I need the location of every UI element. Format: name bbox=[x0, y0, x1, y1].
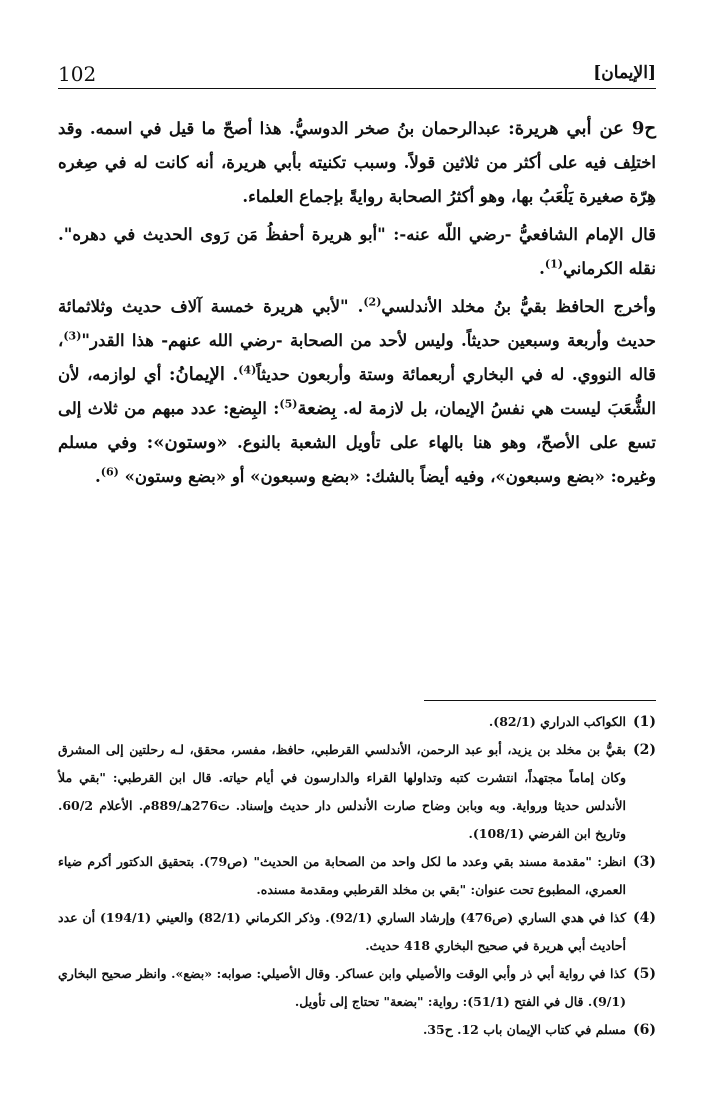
footnote-item bbox=[58, 1016, 656, 1044]
footnote-divider bbox=[424, 700, 656, 701]
footnote-number: (2) bbox=[633, 742, 656, 758]
footnote-number: (5) bbox=[633, 966, 656, 982]
paragraph-3-part-g: وفي مسلم وغيره: «بضع وسبعون»، وفيه أيضاً بالشك: «بضع وسبعون» أو «بضع وستون» bbox=[58, 433, 656, 486]
footnote-ref-6[interactable]: (6) bbox=[100, 465, 119, 479]
main-text bbox=[58, 112, 656, 498]
paragraph-2-text: قال الإمام الشافعيُّ -رضي اللّه عنه-: "أبو هريرة أحفظُ مَن رَوى الحديث في دهره". نقله الكرماني bbox=[58, 225, 656, 278]
paragraph-3-part-a: وأخرج الحافظ بقيُّ بنُ مخلد الأندلسي bbox=[381, 297, 656, 316]
footnote-text: كذا في هدي الساري (ص476) وإرشاد الساري (92/1). وذكر الكرماني (82/1) والعيني (194/1) أن عدد أحاديث أبي هريرة في صحيح البخاري 418 حديث. bbox=[58, 910, 627, 953]
paragraph-3-part-f: : البِضع: عدد مبهم من ثلاث إلى تسع على الأصحّ، وهو هنا بالهاء على تأويل الشعبة بالنوع. bbox=[58, 399, 656, 452]
footnote-text: مسلم في كتاب الإيمان باب 12. ح35. bbox=[422, 1022, 626, 1037]
footnotes bbox=[58, 708, 656, 1044]
page-number: 102 bbox=[58, 62, 97, 86]
footnote-text: الكواكب الدراري (82/1). bbox=[488, 714, 626, 729]
footnote-number: (6) bbox=[633, 1022, 656, 1038]
paragraph-3-part-d: . bbox=[224, 365, 239, 384]
paragraph-3-part-c: ، قاله النووي. له في البخاري أربعمائة وستة وأربعون حديثاً bbox=[58, 331, 656, 384]
paragraph-3-part-e: أي لوازمه، لأن الشُّعَبَ ليست هي نفسُ الإيمان، بل لازمة له. bbox=[58, 365, 656, 418]
paragraph-2-end: . bbox=[539, 259, 545, 278]
term-bidah: بِضعة bbox=[297, 398, 337, 419]
running-title: [الإيمان] bbox=[593, 63, 656, 83]
hadith-lead: ح9 عن أبي هريرة: bbox=[508, 118, 656, 139]
footnote-text: بقيُّ بن مخلد بن يزيد، أبو عبد الرحمن، الأندلسي القرطبي، حافظ، مفسر، محقق، لـه رحلتين إلى المشرق وكان إماماً مجتهداً، انتشرت كتبه وتداولها القراء والدارسون في أيام حياته. قال ابن القرطبي: "بقي ملأ الأندلس حديثا ورواية. وبه وبابن وضاح صارت الأندلس دار حديث وإسناد. ت276هـ/889م. الأعلام 60/2. وتاريخ ابن الفرضي (108/1). bbox=[58, 742, 626, 841]
footnote-item bbox=[58, 848, 656, 904]
footnote-ref-1[interactable]: (1) bbox=[544, 257, 563, 271]
footnote-ref-3[interactable]: (3) bbox=[63, 329, 82, 343]
footnote-number: (3) bbox=[633, 854, 656, 870]
footnote-text: كذا في رواية أبي ذر وأبي الوقت والأصيلي وابن عساكر. وقال الأصيلي: صوابه: «بضع». وانظر صحيح البخاري (9/1). قال في الفتح (51/1): رواية: "بضعة" تحتاج إلى تأويل. bbox=[58, 966, 626, 1009]
footnote-item bbox=[58, 708, 656, 736]
footnote-number: (1) bbox=[633, 714, 656, 730]
footnote-item bbox=[58, 736, 656, 848]
paragraph-1-text: عبدالرحمان بنُ صخر الدوسيُّ. هذا أصحّ ما قيل في اسمه. وقد اختلِف فيه على أكثر من ثلاثين قولاً. وسبب تكنيته بأبي هريرة، أنه كانت له في صِغره هِرّة صغيرة يَلْعَبُ بها، وهو أكثرُ الصحابة روايةً بإجماع العلماء. bbox=[58, 119, 656, 206]
footnote-number: (4) bbox=[633, 910, 656, 926]
page-header bbox=[58, 62, 656, 89]
footnote-item bbox=[58, 904, 656, 960]
paragraph-3 bbox=[58, 290, 656, 494]
term-iman: الإيمانُ: bbox=[168, 364, 225, 385]
term-sittun: «وستون»: bbox=[146, 432, 228, 453]
footnote-ref-4[interactable]: (4) bbox=[238, 363, 257, 377]
paragraph-1 bbox=[58, 112, 656, 214]
paragraph-3-part-h: . bbox=[95, 467, 101, 486]
footnote-ref-5[interactable]: (5) bbox=[279, 397, 298, 411]
paragraph-3-part-b: . "لأبي هريرة خمسة آلاف حديث وثلاثمائة حديث وأربعة وسبعين حديثاً. وليس لأحد من الصحابة -رضي الله عنهم- هذا القدر" bbox=[58, 297, 656, 350]
footnote-ref-2[interactable]: (2) bbox=[363, 295, 382, 309]
paragraph-2 bbox=[58, 218, 656, 286]
footnote-text: انظر: "مقدمة مسند بقي وعدد ما لكل واحد من الصحابة من الحديث" (ص79). بتحقيق الدكتور أكرم ضياء العمري، المطبوع تحت عنوان: "بقي بن مخلد القرطبي ومقدمة مسنده. bbox=[58, 854, 626, 897]
footnote-item bbox=[58, 960, 656, 1016]
